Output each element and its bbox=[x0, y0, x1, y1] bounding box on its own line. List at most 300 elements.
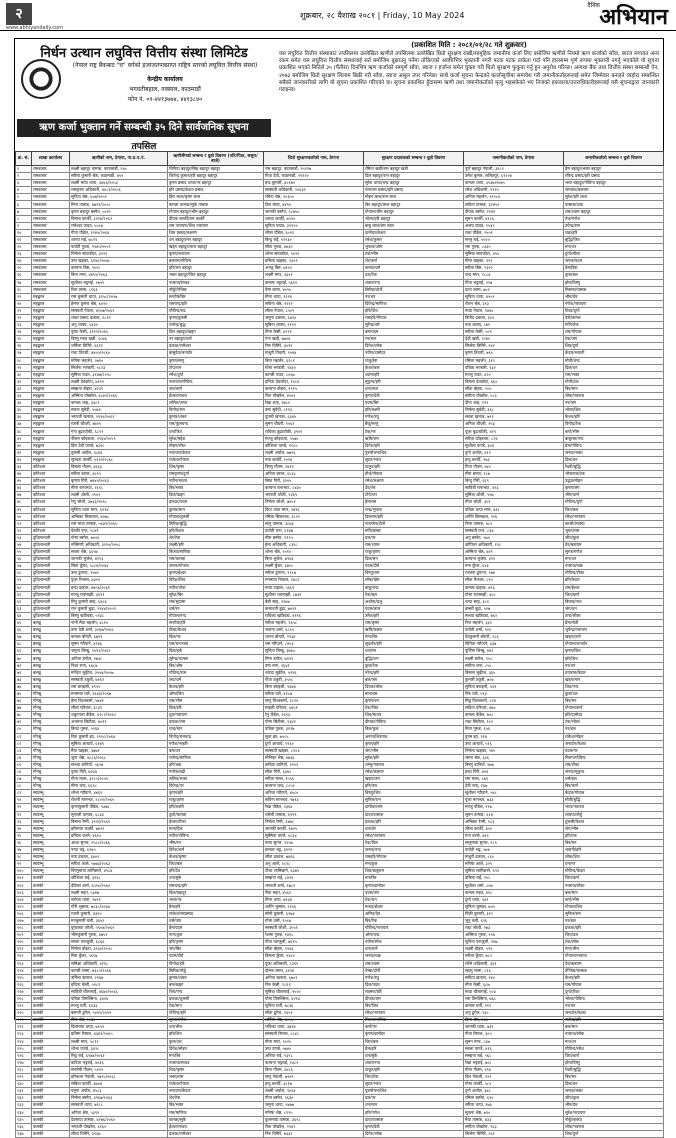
table-cell: जनक/मुकुन्द bbox=[564, 768, 664, 775]
table-row bbox=[16, 612, 664, 619]
table-cell: लीला कार्की, ४५२ bbox=[464, 825, 564, 832]
table-cell: बिमला लुईटेल, ३६५ bbox=[464, 669, 564, 676]
table-cell: दुर्गा अर्याल, ६१२ bbox=[464, 449, 564, 456]
table-cell: ६१ bbox=[16, 591, 32, 598]
table-cell: महङ्काल bbox=[32, 385, 70, 392]
table-cell: रेवती/बुद्धि bbox=[564, 1066, 664, 1073]
table-cell: १०६ bbox=[16, 910, 32, 917]
table-cell: माया चौलागाईं, ५०३ bbox=[464, 988, 564, 995]
table-cell: सन्तोष/हरि bbox=[168, 620, 264, 627]
table-cell: पदम/दीर्घ bbox=[168, 953, 264, 960]
table-row bbox=[16, 761, 664, 768]
table-cell: मञ्जु घर्ती, ६२३३ bbox=[70, 1003, 168, 1010]
table-cell: माया नेपाल, १४४० bbox=[464, 307, 564, 314]
table-cell: गोंगबु bbox=[32, 768, 70, 775]
table-cell: सरिता थापा, १७६ bbox=[464, 1102, 564, 1109]
table-cell: कलंकी bbox=[32, 1074, 70, 1081]
table-cell: बिर/जित bbox=[364, 1003, 464, 1010]
table-cell: विष्णु/राम bbox=[364, 570, 464, 577]
table-cell: गोंगबु bbox=[32, 719, 70, 726]
table-cell: कलंकी bbox=[32, 1081, 70, 1088]
table-cell: १२८ bbox=[16, 1066, 32, 1073]
table-cell: नारायण/गोविन्द bbox=[168, 378, 264, 385]
table-cell: सानुमाया सुनार, १८९ bbox=[464, 839, 564, 846]
table-cell: बैजु/सन्तु bbox=[364, 421, 464, 428]
table-cell: बम/खड्ग bbox=[168, 981, 264, 988]
table-cell: जंग/भीम bbox=[364, 747, 464, 754]
table-cell: ७१ bbox=[16, 662, 32, 669]
table-cell: ल्हामु लामा, ८१६ bbox=[464, 967, 564, 974]
table-cell: ४१ bbox=[16, 449, 32, 456]
table-cell: गोंगबु bbox=[32, 761, 70, 768]
table-cell: धन बहादुर/मन बहादुर bbox=[168, 236, 264, 243]
table-cell: दुधिलाभाती bbox=[32, 598, 70, 605]
table-cell: सुनिता श्रेष्ठ, ६०७/२०५१ bbox=[70, 194, 168, 201]
table-cell: हरि/जय bbox=[364, 783, 464, 790]
col-header: क्र. सं. bbox=[16, 152, 32, 166]
table-cell: सिता कुँवर, ५८८४/२०६४ bbox=[70, 563, 168, 570]
table-cell: अनिता राई, ९३९८ bbox=[264, 1052, 364, 1059]
table-cell: बिना भुजेल, ७९६४ bbox=[264, 556, 364, 563]
table-cell: अम्बिका सिलवाल, ४०७८ bbox=[70, 513, 168, 520]
office-address: भगवतीबहाल, नक्साल, काठमाडौं bbox=[129, 86, 201, 93]
table-cell: नवीन/दामोदर bbox=[364, 350, 464, 357]
table-cell: कलंकी bbox=[32, 1123, 70, 1130]
table-cell: ३९ bbox=[16, 435, 32, 442]
table-cell: सावित्री चौलागाईं, ४६७२/२०६६ bbox=[70, 988, 168, 995]
table-cell: हेम/राम bbox=[364, 499, 464, 506]
table-row bbox=[16, 329, 664, 336]
table-cell: दिल/धन bbox=[564, 364, 664, 371]
table-cell: सिर्जना घिमिरे, १४२ bbox=[464, 343, 564, 350]
table-cell: पुष्पलता जोशी, ५९०४/२०६२ bbox=[70, 925, 168, 932]
website: www.abhiyandaily.com bbox=[6, 25, 63, 31]
table-cell: गंगा खत्री, ७७०४ bbox=[264, 336, 364, 343]
table-cell: लाक्पा/नोर्बु bbox=[564, 811, 664, 818]
table-cell: रामबजार bbox=[32, 208, 70, 215]
table-row bbox=[16, 393, 664, 400]
table-cell: टोपे/धन bbox=[364, 492, 464, 499]
table-cell: रामबजार bbox=[32, 244, 70, 251]
table-cell: उषा पाण्डे, ५७४० bbox=[264, 1045, 364, 1052]
table-cell: रामबजार bbox=[32, 201, 70, 208]
table-cell: मीना खड्का, ९९१ bbox=[464, 258, 564, 265]
table-cell: दिनेश/लोक bbox=[364, 343, 464, 350]
table-cell: शिव/माधव bbox=[364, 712, 464, 719]
table-cell: ठाकुर/हरि bbox=[364, 1066, 464, 1073]
table-cell: महङ्काल bbox=[32, 456, 70, 463]
table-cell: ४२ bbox=[16, 456, 32, 463]
table-cell: कोपिला अधिकारी, १९८ bbox=[464, 541, 564, 548]
table-cell: मान/कुल bbox=[168, 932, 264, 939]
table-cell: सुमित्रा आचार्य, ६१४९ bbox=[70, 740, 168, 747]
table-cell: ध्रुव/नारायण bbox=[168, 712, 264, 719]
table-cell: हेमा विश्वकर्मा, ५७४१ bbox=[70, 698, 168, 705]
table-row bbox=[16, 286, 664, 293]
table-cell: ४० bbox=[16, 442, 32, 449]
table-cell: रमा बराइली, ४९२५ bbox=[70, 683, 168, 690]
table-cell: कोटेश्वर bbox=[32, 520, 70, 527]
table-cell: खड्ग/मान bbox=[564, 676, 664, 683]
masthead-tag: दैनिक bbox=[587, 2, 601, 9]
table-cell: निर्मला बस्नेत, ३९६७/२०६३ bbox=[70, 1095, 168, 1102]
table-cell: कलंकी bbox=[32, 1088, 70, 1095]
table-cell: अशोक/प्रभु bbox=[364, 598, 464, 605]
table-cell: रीता पोखरेल, ४५०९ bbox=[264, 393, 364, 400]
table-cell: महङ्काल bbox=[32, 400, 70, 407]
table-cell: कलंकी bbox=[32, 960, 70, 967]
table-cell: लक्ष्मी ओली, ५९०२ bbox=[70, 492, 168, 499]
table-row bbox=[16, 1024, 664, 1031]
table-cell: शोभा सापकोटा, ९०१२ bbox=[264, 251, 364, 258]
table-cell: ७० bbox=[16, 655, 32, 662]
table-cell: जित/कर्ण bbox=[564, 591, 664, 598]
table-cell: सिर्जना घिमिरे, २६१ bbox=[464, 1130, 564, 1137]
table-cell: रामबजार bbox=[32, 279, 70, 286]
table-cell: समिक्षा अधिकारी, ४११८ bbox=[70, 960, 168, 967]
table-cell: गीता मल्ल, ३१८५/२०५९ bbox=[70, 776, 168, 783]
table-cell: राम/कान्छा bbox=[168, 556, 264, 563]
table-cell: दावा/पासाङ bbox=[364, 811, 464, 818]
table-cell: ७५ bbox=[16, 690, 32, 697]
table-cell: कमला बोगटी, ६७१९ bbox=[70, 634, 168, 641]
table-cell: कलंकी bbox=[32, 988, 70, 995]
table-cell: गोविन्द/नारायण bbox=[364, 925, 464, 932]
table-cell: कोटेश्वर bbox=[32, 492, 70, 499]
table-cell: पासाङ/दावा bbox=[564, 201, 664, 208]
table-cell: सरिता कुमारी श्रेष्ठ, काठमाडौं, ४५९ bbox=[70, 173, 168, 180]
table-cell: पवित्रा गुरुङ, ३११७ bbox=[264, 726, 364, 733]
table-cell: तुलसी अर्याल, ३८४६ bbox=[70, 449, 168, 456]
table-cell: नरेन्द्र/हरि bbox=[364, 669, 464, 676]
table-row bbox=[16, 698, 664, 705]
table-cell: स्वयम्भू bbox=[32, 861, 70, 868]
col-header: जमानीकर्ताको सम्बन्ध र धुत्रो विवरण bbox=[564, 152, 664, 166]
table-cell: गोपाल/जनार्दन bbox=[564, 641, 664, 648]
table-cell: जनक/गोपाल bbox=[168, 563, 264, 570]
table-cell: दुर्गा/लीला bbox=[564, 251, 664, 258]
table-cell: लक्ष्मी बोहरा, ५९९ bbox=[464, 946, 564, 953]
table-cell: पुष्पा केसी, ३९११/२०६५ bbox=[70, 329, 168, 336]
table-cell: धर्म/जय bbox=[168, 917, 264, 924]
table-row bbox=[16, 570, 664, 577]
table-cell: शम्भु/नवराज bbox=[364, 761, 464, 768]
table-cell: दुधिलाभाती bbox=[32, 605, 70, 612]
table-cell: महङ्काल bbox=[32, 329, 70, 336]
table-cell: सरस्वती रिमाल, ८८४८ bbox=[264, 1031, 364, 1038]
table-cell: जनक/नन्द bbox=[364, 847, 464, 854]
table-cell: लीला परियार, ३८३९ bbox=[70, 705, 168, 712]
table-cell: कलावती बुढा, ७०२९ bbox=[264, 605, 364, 612]
table-cell: यमुना अर्याल, ४५८३ bbox=[70, 1088, 168, 1095]
table-cell: सुरेन्द्र/कान्छा bbox=[168, 655, 264, 662]
table-cell: महङ्काल bbox=[32, 336, 70, 343]
table-cell: हिरा लाल/कृष्ण लाल bbox=[168, 194, 264, 201]
table-cell: तारा/लीला bbox=[564, 612, 664, 619]
table-cell: मनमाया रिजाल, १४८२ bbox=[264, 577, 364, 584]
table-cell: प्रेम बहादुर/भक्त बहादुर bbox=[564, 166, 664, 173]
table-cell: कुल/टेक bbox=[364, 662, 464, 669]
table-cell: १०४ bbox=[16, 896, 32, 903]
table-cell: कलंकी bbox=[32, 946, 70, 953]
table-row bbox=[16, 463, 664, 470]
table-row bbox=[16, 1109, 664, 1116]
table-cell: भोला/शिव bbox=[564, 407, 664, 414]
table-cell: नर बहादुर/कर्ण bbox=[168, 336, 264, 343]
table-cell: पुर्ण बहादुर नेपाली, ३९८२ bbox=[464, 166, 564, 173]
table-row bbox=[16, 513, 664, 520]
table-cell: संगीता पोखरेल, ५८३ bbox=[464, 393, 564, 400]
table-row bbox=[16, 882, 664, 889]
table-cell: विनोद/रामचन्द्र bbox=[168, 733, 264, 740]
table-cell: ५६ bbox=[16, 556, 32, 563]
col-header: ऋणीको नाम, ठेगाना, ना.प्र.प.नं. bbox=[70, 152, 168, 166]
table-cell: बिर/मान bbox=[564, 385, 664, 392]
table-cell: ९८ bbox=[16, 854, 32, 861]
table-row bbox=[16, 1052, 664, 1059]
notice-body: यस लघुवित्त वित्तीय संस्थाबाट तपसिलमा उल्लेखित ऋणीले तपसिलमा उल्लेखित धितो सुरक्षण राखी/सामुहिक जमानीमा कर्जा लिए बमोजिम ऋणीले नियमो ऋण कर्जाको साँवा, ब्याज लगायत अन्य रकम समेत यस लघुवित्त वित्तीय संस्थालाई सर्त बमोजिम बुझाउनु पर्नेमा तोकिएको अवधिभित्र भुक्तानी नगरी पटक पटक ताकेता गर्दा पनि हालसम्म पूर्ण रूपमा भुक्तानी नगर्नु भएकोले यो सूचना प्रकाशित भएको मितिले ३५ (पैंतीस) दिनभित्र ऋण कर्जाको सम्पूर्ण साँवा, ब्याज र हर्जाना समेत चुक्ता गरी धितो सुरक्षण फुकुवा गर्नु हुन अनुरोध गरिन्छ। अन्यथा बैंक तथा वित्तीय संस्था सम्बन्धी ऐन, २०७३ बमोजिम धितो सुरक्षण लिलाम बिक्री गरी साँवा, ब्याज असुल उपर गरिनेछ। साथै कर्जा सूचना केन्द्रको कालोसूचीमा समावेश गरी जमानीकर्ताहरूलाई समेत जिम्मेवार बनाइने व्यहोरा सम्बन्धित सबैको जानकारीको लागि यो सूचना प्रकाशित गरिएको छ। सूचना प्रकाशित हुँदासम्म ऋणी तथा जमानीकर्ताको मृत्यु भइसकेको भए निजको हकवाला/उत्तराधिकारीहरूलाई यसै सूचनाद्वारा जानकारी गराइन्छ। bbox=[279, 51, 659, 94]
table-cell: जित/टेक bbox=[364, 1074, 464, 1081]
table-cell: गणेश/रघु bbox=[364, 974, 464, 981]
table-cell: बिना श्रेष्ठ, ४६४ bbox=[464, 1017, 564, 1024]
table-cell: मन/कुल bbox=[364, 861, 464, 868]
table-cell: मनकुमारी वली, ३६५२ bbox=[70, 917, 168, 924]
table-cell: गोंगबु bbox=[32, 754, 70, 761]
table-cell: रामबजार bbox=[32, 180, 70, 187]
table-row bbox=[16, 868, 664, 875]
table-cell: बाबु लाल/राम लाल bbox=[364, 222, 464, 229]
table-cell: उर्मिला खनाल, २९४७ bbox=[70, 974, 168, 981]
table-cell: तेज/गणेश bbox=[564, 215, 664, 222]
table-cell: अमित/देव bbox=[364, 910, 464, 917]
table-row bbox=[16, 740, 664, 747]
table-row bbox=[16, 946, 664, 953]
table-cell: दामोदर/राम bbox=[364, 804, 464, 811]
table-row bbox=[16, 818, 664, 825]
table-cell: ६८ bbox=[16, 641, 32, 648]
table-cell: नर/धन bbox=[564, 1003, 664, 1010]
table-cell: भोला/गोविन्द bbox=[564, 995, 664, 1002]
table-cell: ५९ bbox=[16, 577, 32, 584]
table-cell: कलंकी bbox=[32, 1045, 70, 1052]
table-row bbox=[16, 676, 664, 683]
table-cell: महङ्काल bbox=[32, 322, 70, 329]
table-cell: १२५ bbox=[16, 1045, 32, 1052]
table-cell: कृष्ण/जंग bbox=[564, 485, 664, 492]
table-cell: हरि/शिव bbox=[168, 1031, 264, 1038]
table-cell: ४ bbox=[16, 187, 32, 194]
table-cell: नवराज/चक्र bbox=[564, 563, 664, 570]
table-cell: बिन्दु राई, १२९३० bbox=[264, 236, 364, 243]
table-cell: अञ्जना सिटौला, ४०११ bbox=[70, 719, 168, 726]
table-row bbox=[16, 627, 664, 634]
table-cell: ईश्वर/टीका bbox=[168, 818, 264, 825]
notice-banner: ऋण कर्जा भुक्तान गर्ने सम्बन्धी ३५ दिने सार्वजनिक सूचना bbox=[17, 119, 271, 137]
table-cell: डम्बरी बुढा, ५२७ bbox=[464, 605, 564, 612]
table-cell: महङ्काल bbox=[32, 428, 70, 435]
public-notice bbox=[14, 38, 664, 1136]
table-cell: मीना गौतम, २९४ bbox=[464, 1066, 564, 1073]
table-cell: रामहरि/गोपाल bbox=[364, 314, 464, 321]
table-cell: मीना चन्द, ६६९८ bbox=[70, 783, 168, 790]
table-cell: प्रकाश/हरि bbox=[564, 925, 664, 932]
table-cell: मोनिका श्रेष्ठ, ४७३६ bbox=[264, 754, 364, 761]
table-row bbox=[16, 357, 664, 364]
table-cell: रेखा पौडेल, २३६४ bbox=[264, 804, 364, 811]
table-cell: उषा खड्का, ६१४०/२०६७ bbox=[70, 258, 168, 265]
table-cell: जीत/कुल bbox=[564, 1095, 664, 1102]
table-cell: हरि/शिव bbox=[564, 655, 664, 662]
table-cell: दीपा शाह, १९२ bbox=[464, 400, 564, 407]
table-cell: १३७ bbox=[16, 1130, 32, 1137]
table-row bbox=[16, 173, 664, 180]
table-cell: भीम/देव bbox=[564, 1102, 664, 1109]
table-cell: गोविन्द/राम bbox=[168, 669, 264, 676]
table-cell: लक्ष्मी अर्याल, ७७२६ bbox=[264, 449, 364, 456]
table-row bbox=[16, 194, 664, 201]
table-cell: बल्खु bbox=[32, 676, 70, 683]
table-cell: गोपी/टंक bbox=[564, 378, 664, 385]
table-cell: नवीन/गोविन्द bbox=[168, 832, 264, 839]
table-row bbox=[16, 222, 664, 229]
table-cell: ९६ bbox=[16, 839, 32, 846]
table-cell: सरस्वती अधिकारी, २०६३२ bbox=[264, 187, 364, 194]
table-cell: ५० bbox=[16, 513, 32, 520]
table-cell: सुरेश/नारायण bbox=[564, 1109, 664, 1116]
table-cell: बसन्ती ढुंगेल, ५०९५/२०५९ bbox=[70, 1010, 168, 1017]
table-cell: शंकर/नन्द bbox=[364, 279, 464, 286]
table-cell: सविता खनाल, २४० bbox=[464, 974, 564, 981]
table-cell: पवित्रा भण्डारी, ९३२ bbox=[464, 364, 564, 371]
table-row bbox=[16, 456, 664, 463]
table-cell: मञ्जु रायमाझी, ३६९१ bbox=[70, 591, 168, 598]
table-row bbox=[16, 1059, 664, 1066]
table-cell: शेर/कर्ण bbox=[364, 258, 464, 265]
table-cell: मोहन लाल/राम लाल bbox=[364, 194, 464, 201]
table-cell: लक्ष्मी देवकोटा, ७११२ bbox=[70, 378, 168, 385]
table-cell: ओम/जित bbox=[168, 690, 264, 697]
table-cell: दल/नर bbox=[364, 1095, 464, 1102]
table-cell: गीता ठकुरी, ३५२८ bbox=[264, 676, 364, 683]
table-cell: भरत बहादुर/गोविन्द बहादुर bbox=[564, 180, 664, 187]
table-cell: दीपक/गोविन्द bbox=[364, 719, 464, 726]
table-cell: ३५ bbox=[16, 407, 32, 414]
table-cell: मान/भीम bbox=[564, 946, 664, 953]
table-cell: पूजा मानन्धर, ७३३ bbox=[464, 797, 564, 804]
table-cell: नोर्बु/लाक्पा bbox=[564, 1116, 664, 1123]
table-cell: शेर/टेक bbox=[168, 1095, 264, 1102]
table-cell: सानु विश्वकर्मा, १८१५ bbox=[264, 698, 364, 705]
table-cell: मैया खड्का, ३७७१ bbox=[70, 747, 168, 754]
table-cell: शिव/कृष्ण bbox=[168, 1066, 264, 1073]
table-row bbox=[16, 442, 664, 449]
table-cell: गोपाल बहादुर/भीम बहादुर bbox=[168, 208, 264, 215]
table-cell: रोशनी मानन्धर, २८०२/२०६५ bbox=[70, 797, 168, 804]
table-cell: राधिका बुढाथोकी, ३९०२ bbox=[264, 428, 364, 435]
table-cell: अरुण/शिवनाथ bbox=[364, 733, 464, 740]
table-row bbox=[16, 1045, 664, 1052]
table-cell: बल्खु bbox=[32, 620, 70, 627]
table-cell: ९ bbox=[16, 222, 32, 229]
table-cell: रामबजार bbox=[32, 173, 70, 180]
table-row bbox=[16, 435, 664, 442]
table-cell: चन्दा साह, ३८१ bbox=[464, 598, 564, 605]
table-cell: धन/कर्ण bbox=[364, 946, 464, 953]
table-cell: राम/गोपाल bbox=[564, 981, 664, 988]
table-cell: सुनिता घर्ती, ७८३६ bbox=[264, 1003, 364, 1010]
table-cell: १३४ bbox=[16, 1109, 32, 1116]
table-cell: गोमा रायमाझी, ६०८ bbox=[464, 591, 564, 598]
table-row bbox=[16, 563, 664, 570]
table-cell: मोती/चन्द्र bbox=[564, 357, 664, 364]
table-cell: टेक/जित bbox=[364, 705, 464, 712]
table-cell: मोती/बुद्धि bbox=[564, 797, 664, 804]
table-row bbox=[16, 272, 664, 279]
table-cell: कल्पना भुजेल, ३९२ bbox=[464, 556, 564, 563]
table-cell: ८३ bbox=[16, 747, 32, 754]
table-cell: २ bbox=[16, 173, 32, 180]
table-cell: नानी मैया महर्जन, ४८१० bbox=[70, 620, 168, 627]
table-cell: बल्खु bbox=[32, 634, 70, 641]
table-cell: ११५ bbox=[16, 974, 32, 981]
table-cell: कलंकी bbox=[32, 903, 70, 910]
table-cell: प्रकाश/तुलसी bbox=[168, 995, 264, 1002]
organization-subtitle: (नेपाल राष्ट्र बैंकबाट "घ" वर्गको इजाजतपत्रप्राप्त राष्ट्रिय स्तरको लघुवित्त वित्तीय संस्था) bbox=[72, 62, 258, 69]
table-cell: मन/धन bbox=[564, 556, 664, 563]
table-cell: निर्मला सापकोटा, ३२२१ bbox=[70, 251, 168, 258]
table-cell: कविता भट्टराई, ४०३६ bbox=[70, 1059, 168, 1066]
table-cell: गोमा तिमल्सिना, ४२१३ bbox=[264, 995, 364, 1002]
table-cell: बल्खु bbox=[32, 627, 70, 634]
table-cell: कमला दाहाल, ४१३ bbox=[464, 584, 564, 591]
table-cell: मिना गुरुङ, ६५६ bbox=[464, 726, 564, 733]
table-cell: गीता रिमाल, ३०५ bbox=[464, 1031, 564, 1038]
table-row bbox=[16, 492, 664, 499]
table-cell: १९ bbox=[16, 293, 32, 300]
table-cell: प्रमिला राई, २५८ bbox=[464, 875, 564, 882]
table-cell: हरि/केशव bbox=[168, 527, 264, 534]
table-cell: महङ्काल bbox=[32, 343, 70, 350]
table-cell: ग्याल्जेन/दोर्जे bbox=[364, 520, 464, 527]
table-cell: राजु/कृष्ण bbox=[168, 797, 264, 804]
table-cell: ६० bbox=[16, 584, 32, 591]
table-cell: कान्छी राउत, ८०६७ bbox=[264, 371, 364, 378]
table-cell: गोपाल/भीम बहादुर bbox=[364, 208, 464, 215]
table-cell: धन/भीम bbox=[168, 1024, 264, 1031]
table-cell: पवित्रा तिमल्सिना, ३४०६ bbox=[70, 995, 168, 1002]
table-row bbox=[16, 1010, 664, 1017]
table-cell: ५८ bbox=[16, 570, 32, 577]
table-cell: सरिता ढुंगाना, ९१८७ bbox=[264, 570, 364, 577]
table-cell: टेक/बल bbox=[364, 591, 464, 598]
table-row bbox=[16, 854, 664, 861]
table-cell: महङ्काल bbox=[32, 414, 70, 421]
table-cell: कमला शाह, ३३८२ bbox=[70, 400, 168, 407]
table-row bbox=[16, 917, 664, 924]
table-cell: ५२ bbox=[16, 527, 32, 534]
table-cell: प्रकाश/राम bbox=[168, 719, 264, 726]
table-cell: बिमला कुँवर, २४८० bbox=[264, 953, 364, 960]
table-cell: रिता लामा, ८१६३ bbox=[70, 286, 168, 293]
table-cell: कलंकी bbox=[32, 1010, 70, 1017]
table-cell: बिर/कर्ण bbox=[564, 783, 664, 790]
table-cell: सरिता महर्जन, १३५८ bbox=[264, 620, 364, 627]
table-cell: उमेश कुमार, ललितपुर, ६१२०४ bbox=[464, 173, 564, 180]
table-cell: कुल/दल bbox=[168, 1038, 264, 1045]
table-cell: रमिला महर्जन, ३१२ bbox=[464, 357, 564, 364]
table-cell: जंग/बिर bbox=[168, 946, 264, 953]
table-cell: दिल/पदम bbox=[364, 981, 464, 988]
